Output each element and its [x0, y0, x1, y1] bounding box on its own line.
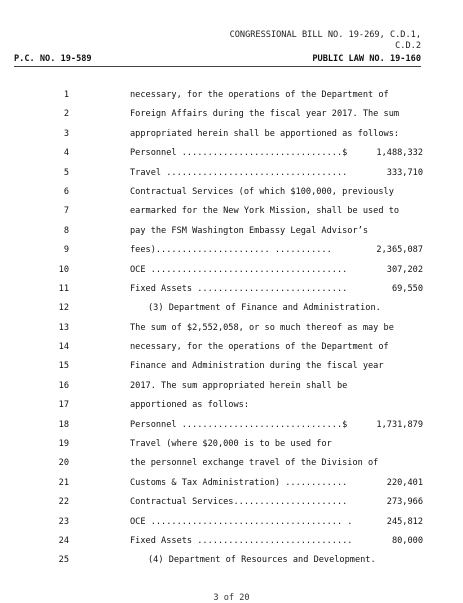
line-number: 13 — [58, 322, 69, 333]
text-line — [0, 125, 463, 144]
public-law-number: PUBLIC LAW NO. 19-160 — [312, 54, 421, 64]
appropriation-amount: 273,966 — [386, 497, 423, 508]
line-number: 24 — [58, 535, 69, 546]
text-line — [0, 202, 463, 221]
line-number: 5 — [63, 167, 69, 178]
line-number: 22 — [58, 497, 69, 508]
text-line — [0, 241, 463, 260]
line-text: Fixed Assets .............................. — [130, 535, 353, 546]
appropriation-amount: 333,710 — [386, 167, 423, 178]
text-line — [0, 280, 463, 299]
line-text: Travel (where $20,000 is to be used for — [130, 439, 332, 450]
bill-number-line-1: CONGRESSIONAL BILL NO. 19-269, C.D.1, — [229, 30, 421, 40]
line-number: 8 — [63, 225, 69, 236]
line-text: the personnel exchange travel of the Division of — [130, 458, 379, 469]
line-number: 11 — [58, 283, 69, 294]
line-number: 2 — [63, 109, 69, 120]
line-number: 17 — [58, 400, 69, 411]
text-line — [0, 377, 463, 396]
text-line — [0, 396, 463, 415]
pc-number: P.C. NO. 19-589 — [14, 54, 92, 64]
text-line — [0, 357, 463, 376]
bill-number-line-2: C.D.2 — [395, 41, 421, 51]
text-line — [0, 493, 463, 512]
line-number: 6 — [63, 186, 69, 197]
line-number: 19 — [58, 439, 69, 450]
line-text: Contractual Services...................... — [130, 497, 348, 508]
line-number: 21 — [58, 477, 69, 488]
line-text: necessary, for the operations of the Department of — [130, 90, 389, 100]
appropriation-amount: 1,488,332 — [376, 148, 423, 159]
text-line — [0, 454, 463, 473]
line-text: Foreign Affairs during the fiscal year 2017. The sum — [130, 109, 400, 120]
line-number: 4 — [63, 148, 69, 159]
line-text: pay the FSM Washington Embassy Legal Advisor’s — [130, 225, 368, 236]
line-number: 3 — [63, 128, 69, 139]
line-number: 7 — [63, 206, 69, 217]
text-line — [0, 299, 463, 318]
text-line — [0, 105, 463, 124]
line-text: (4) Department of Resources and Development. — [148, 555, 376, 566]
line-number: 15 — [58, 361, 69, 372]
appropriation-amount: 69,550 — [391, 283, 423, 294]
line-text: fees)...................... ........... — [130, 245, 332, 256]
line-text: (3) Department of Finance and Administration. — [148, 303, 381, 314]
text-line — [0, 144, 463, 163]
line-text: apportioned as follows: — [130, 400, 249, 411]
line-number: 10 — [58, 264, 69, 275]
appropriation-amount: 307,202 — [386, 264, 423, 275]
line-text: necessary, for the operations of the Department of — [130, 342, 389, 353]
line-text: 2017. The sum appropriated herein shall be — [130, 380, 348, 391]
page-number: 3 of 20 — [213, 593, 250, 603]
appropriation-amount: 245,812 — [386, 516, 423, 527]
line-number: 25 — [58, 555, 69, 566]
line-text: Personnel ...............................$ — [130, 419, 348, 430]
appropriation-amount: 80,000 — [391, 535, 423, 546]
text-line — [0, 86, 463, 105]
text-line — [0, 338, 463, 357]
appropriation-amount: 1,731,879 — [376, 419, 423, 430]
line-text: Fixed Assets ............................. — [130, 283, 348, 294]
line-text: earmarked for the New York Mission, shall be used to — [130, 206, 400, 217]
line-number: 20 — [58, 458, 69, 469]
text-line — [0, 261, 463, 280]
line-number: 23 — [58, 516, 69, 527]
line-text: Finance and Administration during the fiscal year — [130, 361, 384, 372]
line-text: OCE ..................................... . — [130, 516, 353, 527]
text-line — [0, 164, 463, 183]
line-number: 16 — [58, 380, 69, 391]
text-line — [0, 222, 463, 241]
line-text: The sum of $2,552,058, or so much thereof as may be — [130, 322, 394, 333]
appropriation-amount: 220,401 — [386, 477, 423, 488]
text-line — [0, 435, 463, 454]
text-line — [0, 551, 463, 570]
line-text: Personnel ...............................$ — [130, 148, 348, 159]
header-divider — [14, 66, 421, 67]
appropriation-amount: 2,365,087 — [376, 245, 423, 256]
line-number: 9 — [63, 245, 69, 256]
line-text: Travel ................................... — [130, 167, 348, 178]
line-text: Customs & Tax Administration) ............ — [130, 477, 348, 488]
text-line — [0, 416, 463, 435]
line-number: 18 — [58, 419, 69, 430]
text-line — [0, 319, 463, 338]
bill-text-body — [0, 86, 463, 571]
text-line — [0, 183, 463, 202]
bill-number-header — [161, 30, 421, 52]
text-line — [0, 513, 463, 532]
line-text: Contractual Services (of which $100,000, previously — [130, 186, 394, 197]
text-line — [0, 474, 463, 493]
line-text: appropriated herein shall be apportioned as follows: — [130, 128, 400, 139]
line-number: 12 — [58, 303, 69, 314]
line-number: 1 — [63, 90, 69, 100]
line-number: 14 — [58, 342, 69, 353]
text-line — [0, 532, 463, 551]
line-text: OCE ...................................... — [130, 264, 348, 275]
